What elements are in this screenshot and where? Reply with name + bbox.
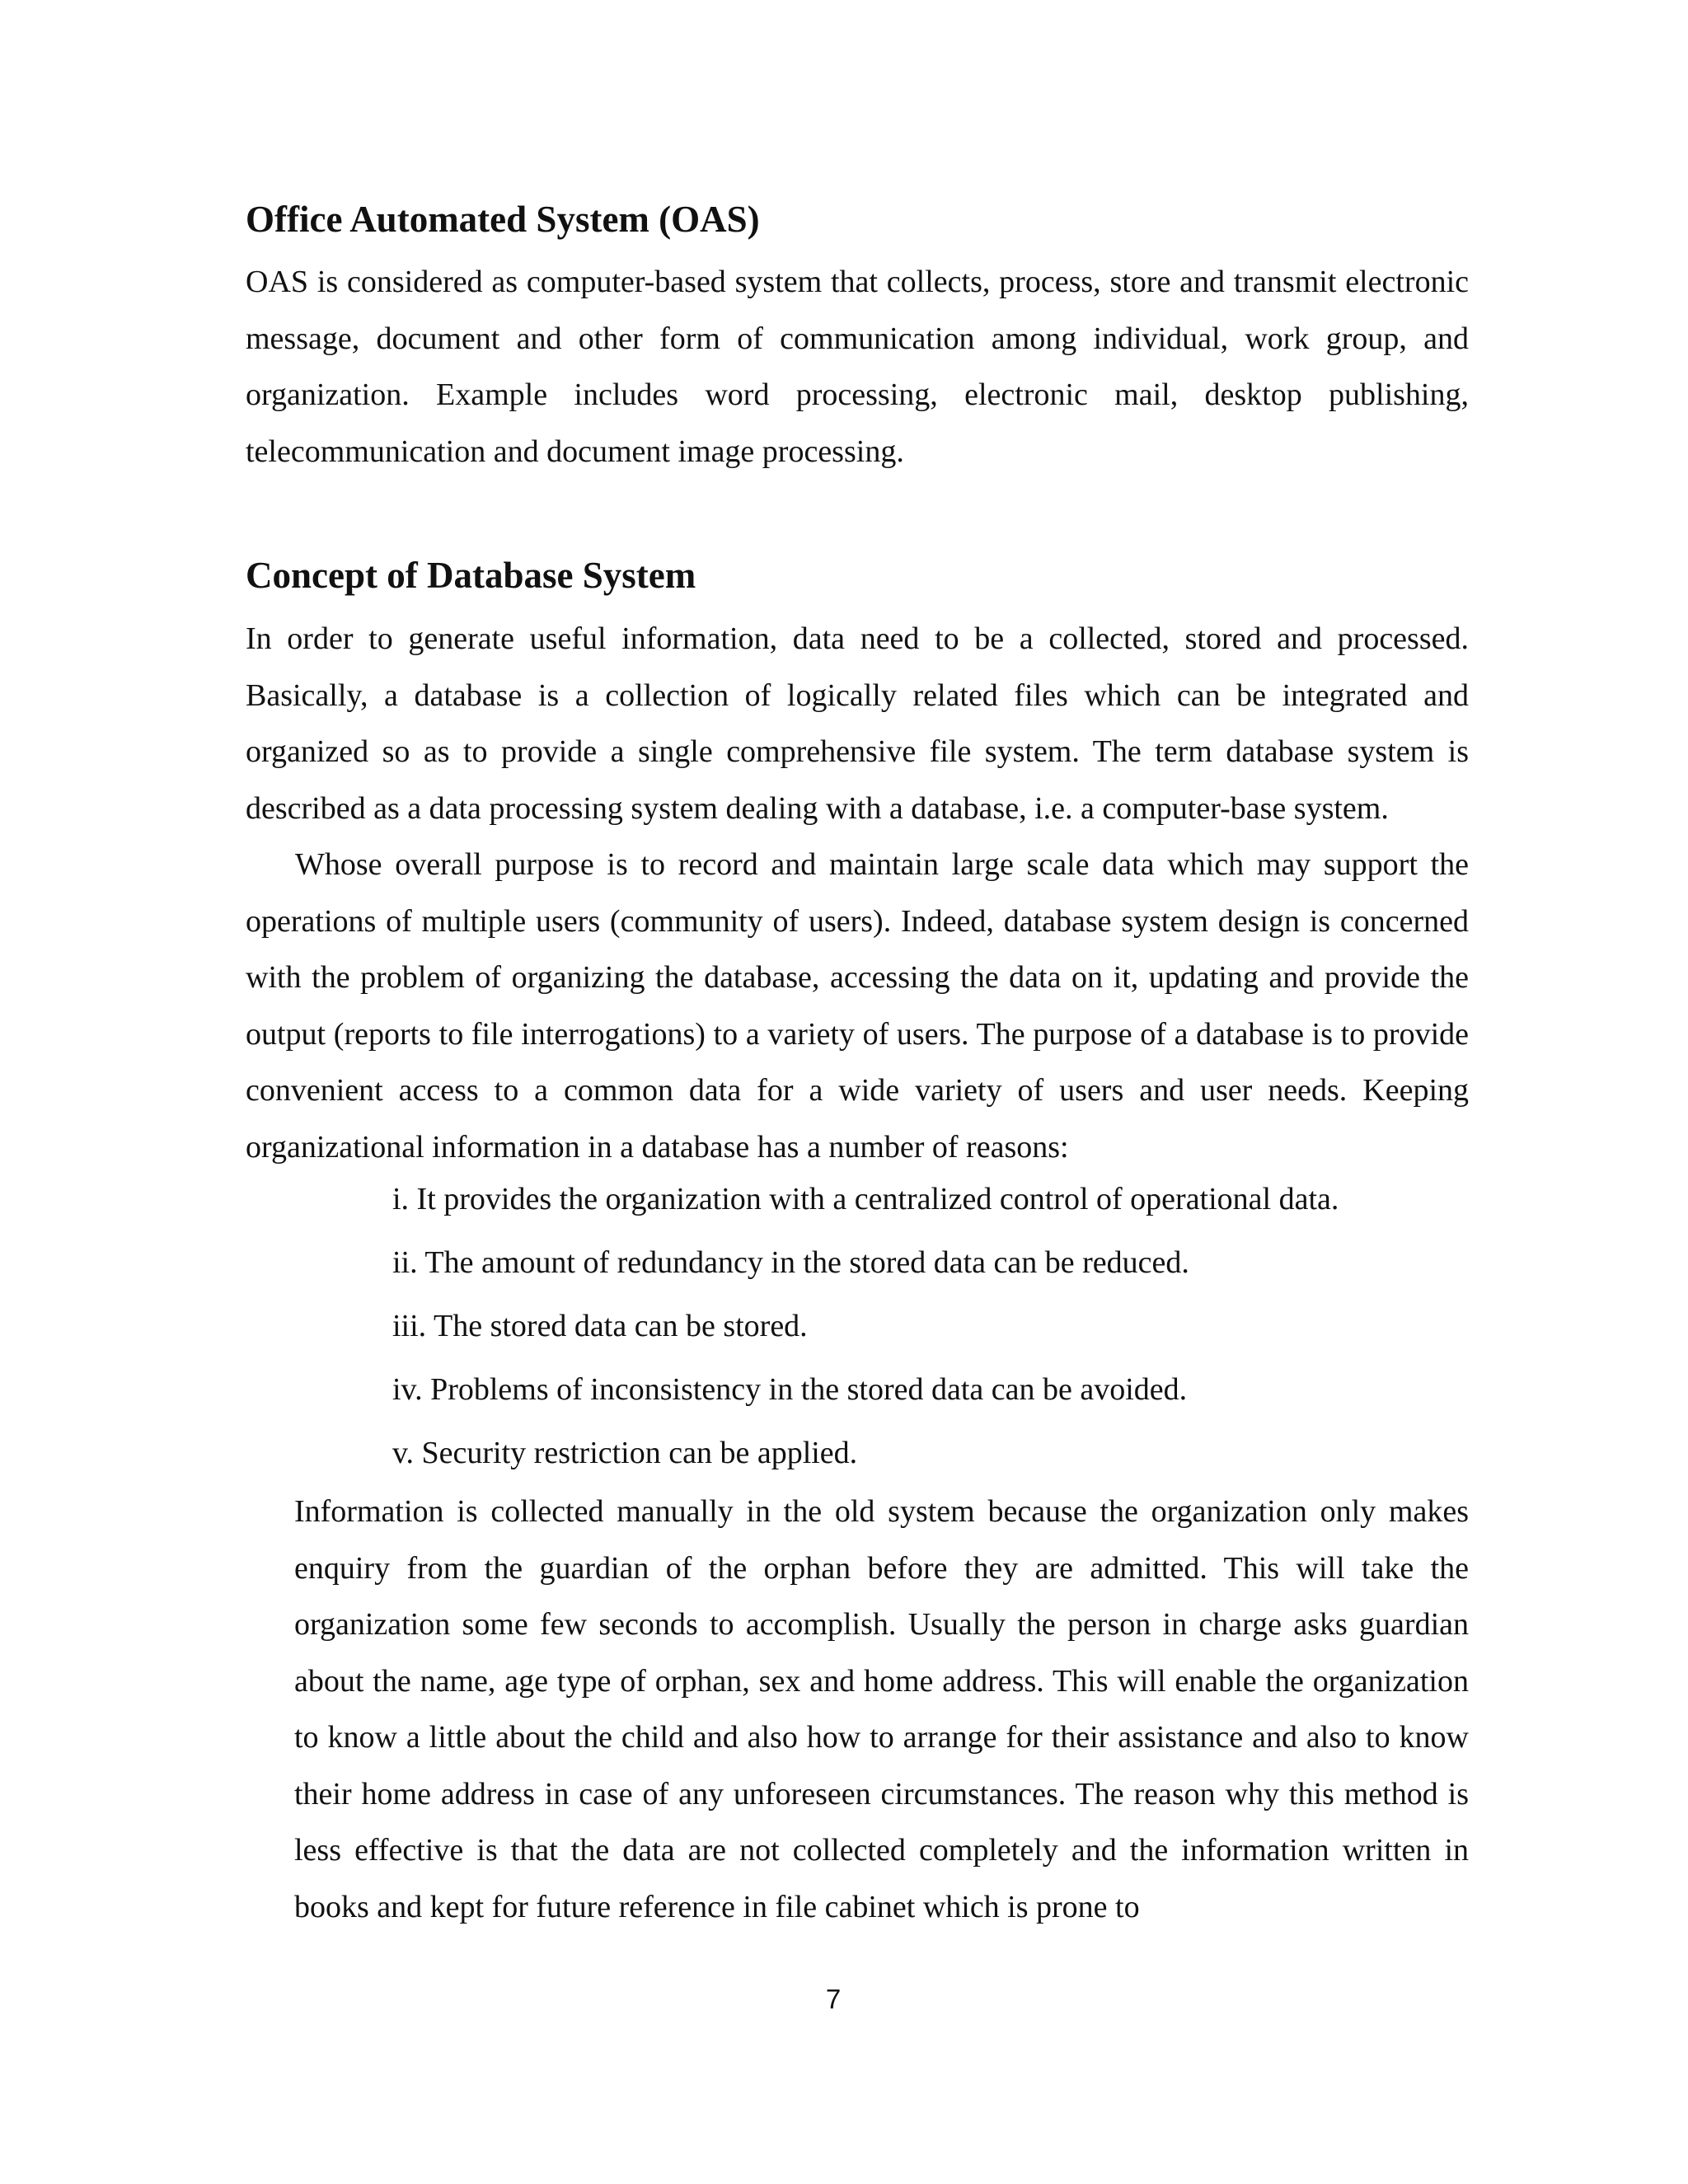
paragraph-oas-definition: OAS is considered as computer-based system that collects, process, store and transmit electronic message, document and other form of communication among individual, work group, and organization. Example includes word processing, electronic mail, desktop publishing, telecommunication and document image processing. <box>246 265 1469 469</box>
list-item: ii. The amount of redundancy in the stored data can be reduced. <box>392 1245 1189 1280</box>
section-heading-database-concept: Concept of Database System <box>246 555 696 596</box>
list-item: i. It provides the organization with a centralized control of operational data. <box>392 1182 1339 1216</box>
list-item: iii. The stored data can be stored. <box>392 1309 808 1343</box>
page-number: 7 <box>825 1984 842 2014</box>
section-heading-oas: Office Automated System (OAS) <box>246 199 760 240</box>
list-item: v. Security restriction can be applied. <box>392 1436 858 1470</box>
reasons-list <box>392 1179 1339 1496</box>
list-item: iv. Problems of inconsistency in the stored data can be avoided. <box>392 1372 1188 1407</box>
paragraph-database-definition: In order to generate useful information, data need to be a collected, stored and processed. Basically, a database is a collection of logically related files which can be integrated and organized so as to provide a single comprehensive file system. The term database system is described as a data processing system dealing with a database, i.e. a computer-base system. <box>246 621 1469 826</box>
paragraph-database-purpose: Whose overall purpose is to record and maintain large scale data which may support the operations of multiple users (community of users). Indeed, database system design is concerned with the problem of organizing the database, accessing the data on it, updating and provide the output (reports to file interrogations) to a variety of users. The purpose of a database is to provide convenient access to a common data for a wide variety of users and user needs. Keeping organizational information in a database has a number of reasons: <box>246 847 1469 1165</box>
paragraph-old-system: Information is collected manually in the old system because the organization only makes enquiry from the guardian of the orphan before they are admitted. This will take the organization some few seconds to accomplish. Usually the person in charge asks guardian about the name, age type of orphan, sex and home address. This will enable the organization to know a little about the child and also how to arrange for their assistance and also to know their home address in case of any unforeseen circumstances. The reason why this method is less effective is that the data are not collected completely and the information written in books and kept for future reference in file cabinet which is prone to <box>294 1494 1469 1924</box>
